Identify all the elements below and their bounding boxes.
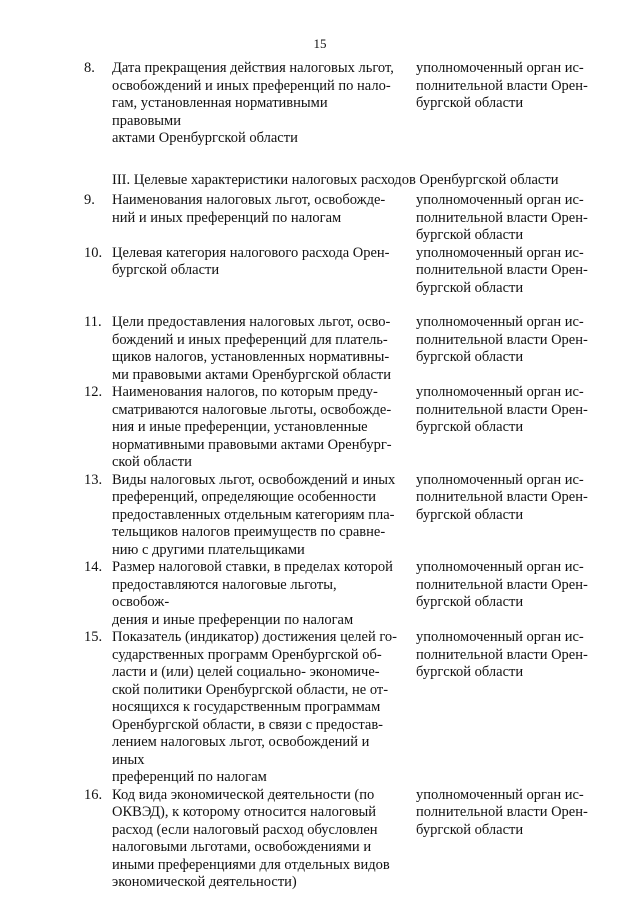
table-row — [84, 472, 604, 560]
row-number: 11. — [84, 314, 102, 330]
row-number: 9. — [84, 192, 95, 208]
row-responsible: уполномоченный орган ис- полнительной власти Орен- бургской области — [416, 559, 588, 610]
row-number: 15. — [84, 629, 103, 645]
row-responsible: уполномоченный орган ис- полнительной власти Орен- бургской области — [416, 60, 588, 111]
table-row — [84, 629, 604, 787]
row-description: Размер налоговой ставки, в пределах которой предоставляются налоговые льготы, освобож- дения и иные преференции по налогам — [112, 559, 393, 628]
row-number: 16. — [84, 786, 103, 803]
row-responsible: уполномоченный орган ис- полнительной власти Орен- бургской области — [416, 384, 588, 435]
row-description: Показатель (индикатор) достижения целей го- сударственных программ Оренбургской об- ласти и (или) целей социально- экономиче- ской политики Оренбургской области, не от- носящихся к государственным программам Оренбургской области, в связи с предостав- лением налоговых льгот, освобождений и иных преференций по налогам — [112, 629, 398, 785]
row-number: 10. — [84, 244, 103, 261]
document-table — [84, 60, 604, 892]
row-number: 12. — [84, 384, 103, 400]
table-row — [84, 314, 604, 384]
table-row — [84, 384, 604, 472]
page-number: 15 — [313, 36, 327, 51]
row-responsible: уполномоченный орган ис- полнительной власти Орен- бургской области — [416, 629, 588, 680]
row-description: Наименования налоговых льгот, освобожде- ний и иных преференций по налогам — [112, 192, 386, 226]
row-description: Целевая категория налогового расхода Орен- бургской области — [112, 244, 390, 278]
row-description: Виды налоговых льгот, освобождений и иных преференций, определяющие особенности предоставленных отдельным категориям пла- тельщиков налогов преимуществ по сравне- нию с другими плательщиками — [112, 471, 396, 558]
table-row — [84, 787, 604, 892]
row-description: Дата прекращения действия налоговых льгот, освобождений и иных преференций по нало- гам, установленная нормативными правовыми актами Оренбургской области — [112, 60, 394, 146]
row-number: 8. — [84, 60, 95, 76]
table-row — [84, 60, 604, 148]
row-responsible: уполномоченный орган ис- полнительной власти Орен- бургской области — [416, 786, 588, 838]
row-responsible: уполномоченный орган ис- полнительной власти Орен- бургской области — [416, 244, 588, 296]
table-row — [84, 192, 604, 245]
table-row — [84, 559, 604, 629]
row-number: 14. — [84, 559, 103, 575]
row-responsible: уполномоченный орган ис- полнительной власти Орен- бургской области — [416, 471, 588, 523]
row-number: 13. — [84, 471, 103, 488]
section-heading: III. Целевые характеристики налоговых расходов Оренбургской области — [112, 171, 559, 188]
row-description: Код вида экономической деятельности (по ОКВЭД), к которому относится налоговый расход (если налоговый расход обусловлен налоговыми льготами, освобождениями и иными преференциями для отдельных видов экономической деятельности) — [112, 786, 390, 890]
row-description: Наименования налогов, по которым преду- сматриваются налоговые льготы, освобожде- ния и иные преференции, установленные нормативными правовыми актами Оренбург- ской области — [112, 384, 392, 470]
row-responsible: уполномоченный орган ис- полнительной власти Орен- бургской области — [416, 192, 588, 243]
row-description: Цели предоставления налоговых льгот, осво- бождений и иных преференций для платель- щиков налогов, установленных нормативны- ми правовыми актами Оренбургской области — [112, 314, 391, 383]
table-row — [84, 245, 604, 298]
row-responsible: уполномоченный орган ис- полнительной власти Орен- бургской области — [416, 314, 588, 365]
